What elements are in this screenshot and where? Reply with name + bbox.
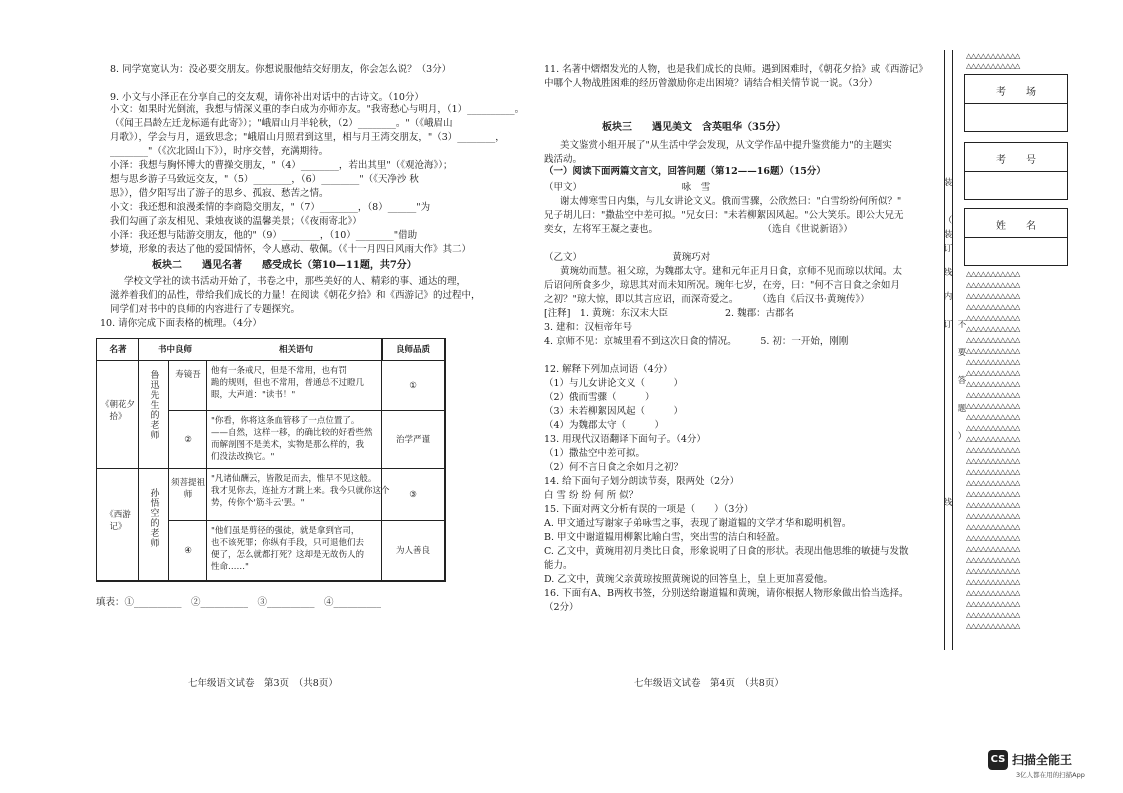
watermark-brand: 扫描全能王 <box>1012 753 1073 767</box>
binding-char: 订 <box>943 244 953 254</box>
quote-line: ——自然，这样一移，的确比较的好看些然 <box>211 428 373 438</box>
right-page-line: D. 乙文中，黄琬父亲黄琼按照黄琬说的回答皇上，皇上更加喜爱他。 <box>544 574 833 585</box>
right-page-line: （2）何不言日食之余如月之初？ <box>544 462 684 473</box>
no-answer-char: 题 <box>957 404 967 414</box>
right-page-line: 黄琬幼而慧。祖父琼，为魏郡太守。建和元年正月日食，京师不见而琼以状闻。太 <box>560 266 903 277</box>
left-page-line: ________"（《次北固山下》），时序交替，充满期待。 <box>110 146 329 157</box>
sub-teacher: ④ <box>184 546 192 556</box>
triangle-row: △△△△△△△△△△△ <box>966 391 1020 399</box>
right-page-line: 15. 下面对两文分析有误的一项是（ ）（3分） <box>544 504 754 515</box>
sub-teacher: 须菩提祖师 <box>170 478 205 500</box>
triangle-row: △△△△△△△△△△△ <box>966 380 1020 388</box>
left-page-line: 滋养着我们的品性，带给我们成长的力量！在阅读《朝花夕拾》和《西游记》的过程中， <box>110 290 481 301</box>
right-page-line: （4）为魏郡太守（ ） <box>544 420 665 431</box>
right-page-line: 中哪个人物战胜困难的经历曾激励你走出困境？请结合相关情节说一说。（3分） <box>544 78 878 89</box>
teacher-name: 孙悟空的老师 <box>150 489 160 549</box>
right-page-line: （1）与儿女讲论文义（ ） <box>544 378 684 389</box>
right-page-line: 后诏问所食多少，琼思其对而未知所况。琬年七岁，在旁，曰："何不言日食之余如月 <box>544 280 900 291</box>
fill-line: 填表：①__________ ②__________ ③__________ ④__________ <box>96 597 382 608</box>
right-page-line: 12. 解释下列加点词语（4分） <box>544 364 673 375</box>
binding-char: 线 <box>943 498 953 508</box>
binding-line-right <box>952 50 953 650</box>
left-page-line: 同学们对书中的良师的内容进行了专题探究。 <box>110 304 301 315</box>
binding-char: 线 <box>943 268 953 278</box>
left-page-line: 学校文学社的读书活动开始了，书卷之中，那些美好的人、精彩的事、通达的理， <box>124 276 467 287</box>
binding-char: 装 <box>943 178 953 188</box>
triangle-row: △△△△△△△△△△△ <box>966 523 1020 531</box>
header-quality: 良师品质 <box>395 345 430 355</box>
exam-no-box <box>964 142 1068 200</box>
triangle-row: △△△△△△△△△△△ <box>966 501 1020 509</box>
footer-page-4: 七年级语文试卷 第4页 （共8页） <box>634 678 784 689</box>
triangle-row: △△△△△△△△△△△ <box>966 325 1020 333</box>
right-page-line: 11. 名著中熠熠发光的人物，也是我们成长的良师。遇到困难时，《朝花夕拾》或《西游记》 <box>544 64 928 75</box>
binding-line-left <box>944 50 945 650</box>
quality-text: 为人善良 <box>395 546 430 556</box>
triangle-row: △△△△△△△△△△△ <box>966 336 1020 344</box>
section-3-heading: 板块三 遇见美文 含英咀华（35分） <box>602 122 786 133</box>
triangle-row: △△△△△△△△△△△ <box>966 281 1020 289</box>
right-page-line: 之初？"琼大惊，即以其言应诏，而深奇爱之。 （选自《后汉书·黄琬传》） <box>544 294 870 305</box>
triangle-row: △△△△△△△△△△△ <box>966 270 1020 278</box>
no-answer-char: 不 <box>957 320 967 330</box>
left-page-line: 小泽：我还想与陆游交朋友，他的"（9）________，（10）________"借助 <box>110 230 418 241</box>
quote-line: 他有一条戒尺，但是不常用，也有罚 <box>211 366 348 376</box>
right-page-line: 3. 建和：汉桓帝年号 <box>544 322 633 333</box>
quote-line: 跪的规则，但也不常用，普通总不过瞪几 <box>211 378 365 388</box>
right-page-line: 14. 给下面句子划分朗读节奏，限两处（2分） <box>544 476 740 487</box>
camscanner-logo: CS <box>988 750 1008 770</box>
quote-line: 也不该死罪；你纵有手段，只可退他们去 <box>211 538 365 548</box>
right-page-line: 谢太傅寒雪日内集，与儿女讲论文义。俄而雪骤，公欣然曰："白雪纷纷何所似？" <box>560 196 902 207</box>
triangle-row: △△△△△△△△△△△ <box>966 446 1020 454</box>
left-page-line: 10. 请你完成下面表格的梳理。（4分） <box>100 318 262 329</box>
triangle-row: △△△△△△△△△△△ <box>966 303 1020 311</box>
teacher-name: 鲁迅先生的老师 <box>150 371 160 441</box>
left-page-line: 8. 同学宽宽认为：没必要交朋友。你想说服他结交好朋友，你会怎么说？（3分） <box>110 64 452 75</box>
left-page-line: 梦境，形象的表达了他的爱国情怀，令人感动、敬佩。（《十一月四日风雨大作》其二） <box>110 244 472 255</box>
triangle-row: △△△△△△△△△△△ <box>966 534 1020 542</box>
quality-text: ③ <box>409 490 417 500</box>
right-page-line: 13. 用现代汉语翻译下面句子。（4分） <box>544 434 706 445</box>
triangle-row: △△△△△△△△△△△ <box>966 314 1020 322</box>
triangle-row: △△△△△△△△△△△ <box>966 347 1020 355</box>
quote-line: "凡诸仙酬云，皆散足而去，惟早不见这般。 <box>211 474 377 484</box>
right-page-line: 能力。 <box>544 560 573 571</box>
watermark-tagline: 3亿人都在用的扫描App <box>1016 771 1085 779</box>
left-page-line: 思》），借夕阳写出了游子的思乡、孤寂、愁苦之情。 <box>110 188 329 199</box>
triangle-row: △△△△△△△△△△△ <box>966 611 1020 619</box>
left-page-line: 9. 小文与小泽正在分享自己的交友观，请你补出对话中的古诗文。（10分） <box>110 92 424 103</box>
right-page-line: A. 甲文通过写谢家子弟咏雪之事，表现了谢道韫的文学才华和聪明机智。 <box>544 518 852 529</box>
no-answer-char: 答 <box>957 376 967 386</box>
quote-line: 眼，大声道："读书！" <box>211 390 296 400</box>
right-page-line: B. 甲文中谢道韫用柳絮比喻白雪，突出雪的洁白和轻盈。 <box>544 532 786 543</box>
triangle-row: △△△△△△△△△△△ <box>966 545 1020 553</box>
triangle-row: △△△△△△△△△△△ <box>966 424 1020 432</box>
triangle-row: △△△△△△△△△△△ <box>966 457 1020 465</box>
triangle-row: △△△△△△△△△△△ <box>966 622 1020 630</box>
exam-room-label: 考 场 <box>996 87 1036 98</box>
quality-text: ① <box>409 381 417 391</box>
quote-line: 而解剖图不是美术，实物是那么样的，我 <box>211 440 365 450</box>
triangle-row: △△△△△△△△△△△ <box>966 556 1020 564</box>
left-page-line: 小文：如果时光倒流，我想与情深义重的李白成为亦师亦友。"我寄愁心与明月，（1）__________。 <box>110 104 525 115</box>
section-2-heading: 板块二 遇见名著 感受成长（第10—11题，共7分） <box>152 260 417 271</box>
no-answer-char: ） <box>957 432 967 442</box>
binding-char: （ <box>943 216 953 226</box>
header-quote: 相关语句 <box>278 345 313 355</box>
left-page-line: 想与思乡游子马致远交友，"（5）________，（6）________"（《天净沙 秋 <box>110 174 419 185</box>
quote-line: 性命……" <box>211 562 249 572</box>
right-page-line: 白 雪 纷 纷 何 所 似？ <box>544 490 639 501</box>
triangle-row: △△△△△△△△△△△ <box>966 413 1020 421</box>
left-page-line: 小文：我还想和浪漫柔情的李商隐交朋友，"（7）________，（8）______"为 <box>110 202 431 213</box>
triangle-row: △△△△△△△△△△△ <box>966 490 1020 498</box>
exam-room-box <box>964 74 1068 132</box>
book-title: 《朝花夕拾》 <box>100 400 135 422</box>
right-page-line: [注释] 1. 黄琬：东汉末大臣 2. 魏郡：古郡名 <box>544 308 795 319</box>
triangle-row: △△△△△△△△△△△ <box>966 402 1020 410</box>
left-page-line: 月歌》），学会与月，遥致思念；"峨眉山月照君到这里，相与月王湾交朋友，"（3）________， <box>110 132 505 143</box>
triangle-row: △△△△△△△△△△△ <box>966 600 1020 608</box>
header-name: 名著 <box>109 345 127 355</box>
binding-char: 装 <box>943 230 953 240</box>
footer-page-3: 七年级语文试卷 第3页 （共8页） <box>188 678 338 689</box>
quote-line: "你看，你将这条血管移了一点位置了。 <box>211 416 360 426</box>
triangle-row: △△△△△△△△△△△ <box>966 369 1020 377</box>
mentor-table <box>96 338 446 582</box>
name-label: 姓 名 <box>996 221 1036 232</box>
quote-line: 势，传你个'筋斗云'罢。" <box>211 498 305 508</box>
quote-line: 们没法改换它。" <box>211 452 275 462</box>
right-page-line: （乙文） 黄琬巧对 <box>544 252 711 263</box>
quality-text: 治学严谨 <box>395 435 430 445</box>
triangle-row: △△△△△△△△△△△ <box>966 589 1020 597</box>
name-box <box>964 208 1068 266</box>
right-page-line: 4. 京师不见：京城里看不到这次日食的情况。 5. 初：一开始，刚刚 <box>544 336 849 347</box>
right-page-line: （甲文） 咏 雪 <box>544 182 711 193</box>
triangle-row: △△△△△△△△△△△ <box>966 578 1020 586</box>
quote-line: "他们虽是剪径的强徒，就是拿到官司， <box>211 526 360 536</box>
left-page-line: 小泽：我想与胸怀博大的曹操交朋友，"（4）________，若出其里"（《观沧海》）； <box>110 160 453 171</box>
triangle-row: △△△△△△△△△△△ <box>966 567 1020 575</box>
sub-teacher: 寿镜吾 <box>175 370 201 380</box>
binding-char: 内 <box>943 292 953 302</box>
right-page-line: 兄子胡儿曰："撒盐空中差可拟。"兄女曰："未若柳絮因风起。"公大笑乐。即公大兄无 <box>544 210 904 221</box>
triangle-row: △△△△△△△△△△△ <box>966 468 1020 476</box>
quote-line: 便了，怎么就都打死？这却是无故伤人的 <box>211 550 365 560</box>
triangle-row: △△△△△△△△△△△ <box>966 62 1020 70</box>
triangle-row: △△△△△△△△△△△ <box>966 435 1020 443</box>
triangle-row: △△△△△△△△△△△ <box>966 52 1020 60</box>
binding-char: 订 <box>943 320 953 330</box>
right-page-line: （2）俄而雪骤（ ） <box>544 392 655 403</box>
no-answer-char: 要 <box>957 348 967 358</box>
left-page-line: （《闻王昌龄左迁龙标遥有此寄》）；"峨眉山月半轮秋，（2）________。"（《峨眉山 <box>110 118 453 129</box>
triangle-row: △△△△△△△△△△△ <box>966 479 1020 487</box>
right-page-line: （3）未若柳絮因风起（ ） <box>544 406 684 417</box>
triangle-row: △△△△△△△△△△△ <box>966 512 1020 520</box>
triangle-row: △△△△△△△△△△△ <box>966 292 1020 300</box>
right-page-line: （2分） <box>544 602 579 613</box>
right-page-line: 奕女，左将军王凝之妻也。 （选自《世说新语》） <box>544 224 853 235</box>
right-page-line: 16. 下面有A、B两枚书签，分别送给谢道韫和黄琬，请你根据人物形象做出恰当选择。 <box>544 588 909 599</box>
sub-teacher: ② <box>184 435 192 445</box>
header-teacher: 书中良师 <box>157 345 192 355</box>
right-page-line: 美文鉴赏小组开展了"从生活中学会发现，从文学作品中提升鉴赏能力"的主题实 <box>560 140 892 151</box>
subsection-heading: （一）阅读下面两篇文言文，回答问题（第12——16题）（15分） <box>544 166 826 177</box>
quote-line: 我才见你去，连扯方才跳上来。我今只就你这个 <box>211 486 390 496</box>
right-page-line: 践活动。 <box>544 154 583 165</box>
book-title: 《西游记》 <box>105 510 131 532</box>
exam-no-label: 考 号 <box>996 155 1036 166</box>
left-page-line: 我们勾画了亲友相见、秉烛夜谈的温馨美景；（《夜雨寄北》） <box>110 216 362 227</box>
right-page-line: C. 乙文中，黄琬用初月类比日食，形象说明了日食的形状。表现出他思维的敏捷与发散 <box>544 546 909 557</box>
right-page-line: （1）撒盐空中差可拟。 <box>544 448 646 459</box>
triangle-row: △△△△△△△△△△△ <box>966 358 1020 366</box>
